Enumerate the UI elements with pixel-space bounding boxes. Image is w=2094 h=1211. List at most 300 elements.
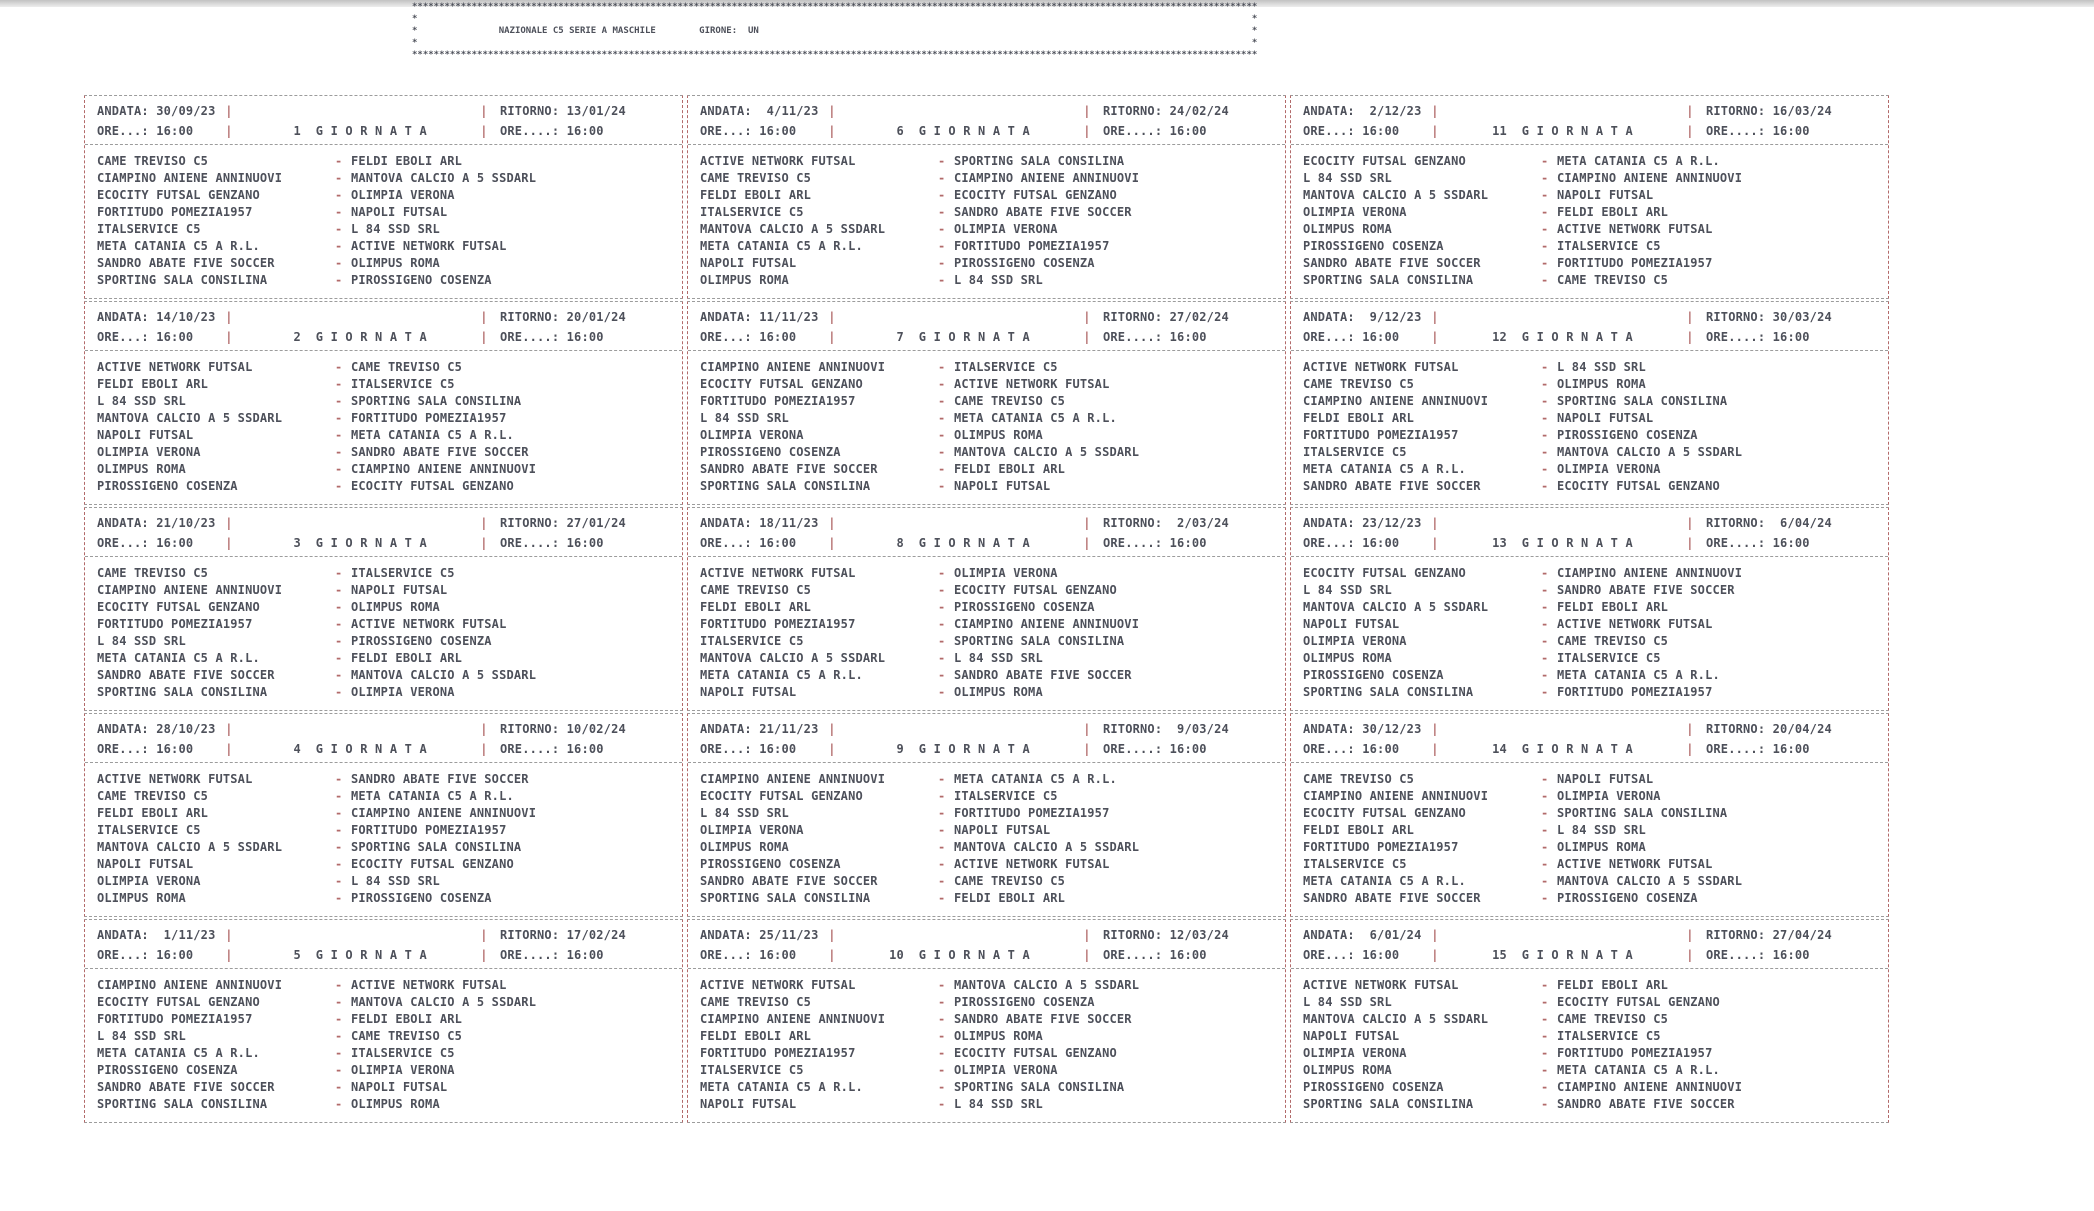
match-dash-separator: - — [938, 188, 946, 202]
match-dash-separator: - — [335, 479, 343, 493]
round-matches — [85, 145, 682, 297]
round-matches — [688, 557, 1285, 709]
match-row — [97, 393, 670, 410]
away-team: L 84 SSD SRL — [1557, 360, 1646, 374]
match-dash-separator: - — [1541, 1012, 1549, 1026]
round-matches — [85, 351, 682, 503]
match-dash-separator: - — [938, 377, 946, 391]
away-team: CAME TREVISO C5 — [1557, 1012, 1669, 1026]
banner-border-side: * * — [412, 14, 1258, 24]
pipe-separator: | — [1686, 516, 1694, 530]
giornata-label: 2 G I O R N A T A — [286, 330, 427, 344]
match-row — [700, 822, 1273, 839]
home-team: OLIMPIA VERONA — [97, 874, 201, 888]
match-dash-separator: - — [1541, 583, 1549, 597]
away-team: PIROSSIGENO COSENZA — [351, 891, 492, 905]
pipe-separator: | — [1686, 330, 1694, 344]
match-dash-separator: - — [335, 205, 343, 219]
match-dash-separator: - — [335, 360, 343, 374]
away-team: CIAMPINO ANIENE ANNINUOVI — [1557, 1080, 1743, 1094]
match-row — [97, 977, 670, 994]
home-team: L 84 SSD SRL — [700, 806, 789, 820]
home-team: META CATANIA C5 A R.L. — [700, 1080, 863, 1094]
pipe-separator: | — [1686, 742, 1694, 756]
match-row — [97, 153, 670, 170]
away-team: ITALSERVICE C5 — [1557, 1029, 1661, 1043]
match-dash-separator: - — [335, 566, 343, 580]
match-row — [1303, 856, 1876, 873]
match-row — [97, 221, 670, 238]
match-dash-separator: - — [1541, 360, 1549, 374]
match-row — [1303, 565, 1876, 582]
home-team: CAME TREVISO C5 — [97, 566, 209, 580]
match-dash-separator: - — [335, 239, 343, 253]
match-row — [1303, 599, 1876, 616]
match-dash-separator: - — [938, 205, 946, 219]
away-team: ACTIVE NETWORK FUTSAL — [351, 239, 507, 253]
away-team: ECOCITY FUTSAL GENZANO — [1557, 995, 1720, 1009]
round-matches — [1291, 969, 1888, 1121]
round-header-row-times — [1303, 533, 1876, 553]
round-header-row-times — [1303, 739, 1876, 759]
home-team: ITALSERVICE C5 — [700, 634, 804, 648]
match-row — [1303, 238, 1876, 255]
match-dash-separator: - — [335, 634, 343, 648]
match-row — [1303, 667, 1876, 684]
home-team: MANTOVA CALCIO A 5 SSDARL — [1303, 600, 1489, 614]
round-matches — [85, 557, 682, 709]
home-team: ECOCITY FUTSAL GENZANO — [700, 789, 863, 803]
match-dash-separator: - — [335, 1080, 343, 1094]
ritorno-field: RITORNO: 16/03/24 — [1706, 104, 1832, 118]
home-team: CIAMPINO ANIENE ANNINUOVI — [1303, 394, 1489, 408]
round-matches — [85, 969, 682, 1121]
match-dash-separator: - — [938, 600, 946, 614]
round-header-row-times — [700, 739, 1273, 759]
match-row — [700, 667, 1273, 684]
match-dash-separator: - — [938, 273, 946, 287]
round-matches — [1291, 351, 1888, 503]
header-middle-spacer — [836, 925, 1083, 945]
match-row — [97, 667, 670, 684]
andata-field: ANDATA: 2/12/23 — [1303, 104, 1422, 118]
match-dash-separator: - — [335, 651, 343, 665]
match-row — [97, 839, 670, 856]
match-dash-separator: - — [938, 566, 946, 580]
match-row — [700, 410, 1273, 427]
pipe-separator: | — [1083, 124, 1091, 138]
pipe-separator: | — [1083, 742, 1091, 756]
match-row — [1303, 650, 1876, 667]
away-team: OLIMPUS ROMA — [954, 428, 1043, 442]
pipe-separator: | — [480, 928, 488, 942]
home-team: ECOCITY FUTSAL GENZANO — [1303, 154, 1466, 168]
round-header — [688, 96, 1285, 145]
away-team: L 84 SSD SRL — [351, 874, 440, 888]
round-header-row-dates — [700, 719, 1273, 739]
home-team: MANTOVA CALCIO A 5 SSDARL — [700, 651, 886, 665]
match-row — [700, 1062, 1273, 1079]
away-team: FORTITUDO POMEZIA1957 — [1557, 685, 1713, 699]
andata-field: ANDATA: 18/11/23 — [700, 516, 819, 530]
pipe-separator: | — [480, 516, 488, 530]
away-team: CIAMPINO ANIENE ANNINUOVI — [1557, 171, 1743, 185]
header-middle-spacer — [1439, 307, 1686, 327]
pipe-separator: | — [1686, 928, 1694, 942]
match-row — [700, 187, 1273, 204]
home-team: PIROSSIGENO COSENZA — [1303, 668, 1444, 682]
match-dash-separator: - — [938, 668, 946, 682]
match-row — [700, 890, 1273, 907]
round-matches — [1291, 763, 1888, 915]
match-dash-separator: - — [335, 874, 343, 888]
match-dash-separator: - — [938, 154, 946, 168]
match-dash-separator: - — [335, 583, 343, 597]
pipe-separator: | — [1083, 330, 1091, 344]
match-row — [1303, 890, 1876, 907]
away-team: MANTOVA CALCIO A 5 SSDARL — [1557, 874, 1743, 888]
match-row — [700, 994, 1273, 1011]
away-team: PIROSSIGENO COSENZA — [351, 273, 492, 287]
ore-ritorno-field: ORE....: 16:00 — [1706, 124, 1810, 138]
home-team: PIROSSIGENO COSENZA — [700, 857, 841, 871]
match-row — [700, 170, 1273, 187]
match-row — [700, 805, 1273, 822]
match-row — [97, 1011, 670, 1028]
match-row — [1303, 461, 1876, 478]
away-team: NAPOLI FUTSAL — [1557, 411, 1654, 425]
round-block — [687, 713, 1286, 917]
pipe-separator: | — [1431, 330, 1439, 344]
round-header-row-dates — [1303, 307, 1876, 327]
giornata-label: 3 G I O R N A T A — [286, 536, 427, 550]
match-dash-separator: - — [1541, 411, 1549, 425]
giornata-label: 1 G I O R N A T A — [286, 124, 427, 138]
ritorno-field: RITORNO: 20/01/24 — [500, 310, 626, 324]
pipe-separator: | — [225, 310, 233, 324]
home-team: MANTOVA CALCIO A 5 SSDARL — [97, 840, 283, 854]
header-middle-spacer — [233, 101, 480, 121]
ritorno-field: RITORNO: 27/02/24 — [1103, 310, 1229, 324]
home-team: SANDRO ABATE FIVE SOCCER — [700, 462, 878, 476]
match-dash-separator: - — [335, 600, 343, 614]
match-row — [97, 805, 670, 822]
home-team: PIROSSIGENO COSENZA — [1303, 1080, 1444, 1094]
home-team: OLIMPUS ROMA — [1303, 651, 1392, 665]
away-team: META CATANIA C5 A R.L. — [1557, 1063, 1720, 1077]
match-row — [97, 204, 670, 221]
match-row — [1303, 839, 1876, 856]
away-team: PIROSSIGENO COSENZA — [954, 995, 1095, 1009]
home-team: META CATANIA C5 A R.L. — [700, 239, 863, 253]
ore-andata-field: ORE...: 16:00 — [97, 330, 194, 344]
match-row — [1303, 1079, 1876, 1096]
home-team: ITALSERVICE C5 — [700, 1063, 804, 1077]
match-row — [700, 565, 1273, 582]
match-row — [97, 684, 670, 701]
pipe-separator: | — [225, 722, 233, 736]
match-dash-separator: - — [938, 1080, 946, 1094]
away-team: MANTOVA CALCIO A 5 SSDARL — [954, 978, 1140, 992]
round-header-row-times — [97, 945, 670, 965]
match-dash-separator: - — [1541, 995, 1549, 1009]
away-team: FORTITUDO POMEZIA1957 — [351, 411, 507, 425]
ritorno-field: RITORNO: 24/02/24 — [1103, 104, 1229, 118]
round-header-row-times — [97, 121, 670, 141]
match-row — [700, 977, 1273, 994]
home-team: ITALSERVICE C5 — [700, 205, 804, 219]
match-dash-separator: - — [335, 1097, 343, 1111]
round-block — [687, 301, 1286, 505]
match-row — [700, 1011, 1273, 1028]
pipe-separator: | — [1431, 928, 1439, 942]
pipe-separator: | — [828, 124, 836, 138]
pipe-separator: | — [828, 310, 836, 324]
match-dash-separator: - — [1541, 566, 1549, 580]
away-team: PIROSSIGENO COSENZA — [351, 634, 492, 648]
away-team: MANTOVA CALCIO A 5 SSDARL — [954, 840, 1140, 854]
home-team: SANDRO ABATE FIVE SOCCER — [97, 256, 275, 270]
away-team: OLIMPUS ROMA — [351, 256, 440, 270]
round-header-row-dates — [1303, 101, 1876, 121]
match-row — [700, 582, 1273, 599]
giornata-label: 4 G I O R N A T A — [286, 742, 427, 756]
match-row — [97, 771, 670, 788]
home-team: FORTITUDO POMEZIA1957 — [700, 617, 856, 631]
pipe-separator: | — [480, 104, 488, 118]
away-team: ACTIVE NETWORK FUTSAL — [1557, 857, 1713, 871]
away-team: L 84 SSD SRL — [954, 273, 1043, 287]
home-team: ECOCITY FUTSAL GENZANO — [1303, 566, 1466, 580]
match-dash-separator: - — [938, 394, 946, 408]
match-row — [97, 376, 670, 393]
away-team: ECOCITY FUTSAL GENZANO — [954, 188, 1117, 202]
match-dash-separator: - — [938, 685, 946, 699]
match-dash-separator: - — [335, 222, 343, 236]
pipe-separator: | — [1686, 722, 1694, 736]
pipe-separator: | — [1083, 948, 1091, 962]
home-team: META CATANIA C5 A R.L. — [97, 651, 260, 665]
away-team: SANDRO ABATE FIVE SOCCER — [351, 772, 529, 786]
ritorno-field: RITORNO: 2/03/24 — [1103, 516, 1229, 530]
away-team: OLIMPIA VERONA — [954, 1063, 1058, 1077]
round-header — [1291, 96, 1888, 145]
round-header — [85, 302, 682, 351]
match-dash-separator: - — [1541, 256, 1549, 270]
match-dash-separator: - — [335, 428, 343, 442]
away-team: SANDRO ABATE FIVE SOCCER — [1557, 1097, 1735, 1111]
round-header-row-dates — [1303, 719, 1876, 739]
away-team: ACTIVE NETWORK FUTSAL — [1557, 617, 1713, 631]
home-team: L 84 SSD SRL — [97, 634, 186, 648]
home-team: L 84 SSD SRL — [1303, 995, 1392, 1009]
home-team: CAME TREVISO C5 — [700, 995, 812, 1009]
match-dash-separator: - — [938, 617, 946, 631]
pipe-separator: | — [1431, 536, 1439, 550]
giornata-label: 13 G I O R N A T A — [1492, 536, 1633, 550]
round-block — [1290, 713, 1889, 917]
match-row — [1303, 873, 1876, 890]
round-header-row-times — [97, 739, 670, 759]
match-dash-separator: - — [335, 772, 343, 786]
home-team: SANDRO ABATE FIVE SOCCER — [700, 874, 878, 888]
match-dash-separator: - — [335, 891, 343, 905]
round-block — [84, 301, 683, 505]
match-row — [97, 650, 670, 667]
home-team: NAPOLI FUTSAL — [97, 857, 194, 871]
away-team: ECOCITY FUTSAL GENZANO — [351, 857, 514, 871]
giornata-label: 12 G I O R N A T A — [1492, 330, 1633, 344]
match-dash-separator: - — [335, 171, 343, 185]
match-row — [1303, 170, 1876, 187]
round-matches — [688, 145, 1285, 297]
home-team: CAME TREVISO C5 — [97, 154, 209, 168]
andata-field: ANDATA: 1/11/23 — [97, 928, 216, 942]
match-dash-separator: - — [335, 978, 343, 992]
ore-ritorno-field: ORE....: 16:00 — [1706, 948, 1810, 962]
round-header-row-dates — [700, 101, 1273, 121]
home-team: SANDRO ABATE FIVE SOCCER — [97, 1080, 275, 1094]
away-team: CIAMPINO ANIENE ANNINUOVI — [351, 462, 537, 476]
home-team: MANTOVA CALCIO A 5 SSDARL — [1303, 188, 1489, 202]
match-row — [700, 633, 1273, 650]
away-team: OLIMPUS ROMA — [1557, 840, 1646, 854]
header-middle-spacer — [1439, 925, 1686, 945]
match-dash-separator: - — [1541, 445, 1549, 459]
away-team: SPORTING SALA CONSILINA — [351, 394, 522, 408]
round-block — [84, 95, 683, 299]
match-dash-separator: - — [335, 857, 343, 871]
home-team: FELDI EBOLI ARL — [97, 806, 209, 820]
pipe-separator: | — [480, 536, 488, 550]
match-dash-separator: - — [335, 668, 343, 682]
match-dash-separator: - — [938, 1063, 946, 1077]
match-dash-separator: - — [1541, 891, 1549, 905]
giornata-label: 15 G I O R N A T A — [1492, 948, 1633, 962]
match-row — [97, 1096, 670, 1113]
home-team: ACTIVE NETWORK FUTSAL — [1303, 978, 1459, 992]
match-dash-separator: - — [335, 188, 343, 202]
home-team: SPORTING SALA CONSILINA — [97, 1097, 268, 1111]
match-dash-separator: - — [335, 995, 343, 1009]
pipe-separator: | — [225, 948, 233, 962]
home-team: NAPOLI FUTSAL — [97, 428, 194, 442]
match-dash-separator: - — [1541, 789, 1549, 803]
home-team: NAPOLI FUTSAL — [700, 1097, 797, 1111]
match-row — [700, 684, 1273, 701]
away-team: ITALSERVICE C5 — [954, 360, 1058, 374]
away-team: L 84 SSD SRL — [351, 222, 440, 236]
away-team: ACTIVE NETWORK FUTSAL — [954, 857, 1110, 871]
ritorno-field: RITORNO: 10/02/24 — [500, 722, 626, 736]
pipe-separator: | — [480, 742, 488, 756]
home-team: NAPOLI FUTSAL — [1303, 1029, 1400, 1043]
match-row — [97, 856, 670, 873]
away-team: FELDI EBOLI ARL — [351, 651, 463, 665]
match-dash-separator: - — [335, 154, 343, 168]
match-dash-separator: - — [1541, 1080, 1549, 1094]
away-team: CAME TREVISO C5 — [351, 1029, 463, 1043]
match-dash-separator: - — [1541, 273, 1549, 287]
away-team: ACTIVE NETWORK FUTSAL — [954, 377, 1110, 391]
match-dash-separator: - — [938, 874, 946, 888]
pipe-separator: | — [480, 722, 488, 736]
round-block — [1290, 507, 1889, 711]
header-middle-spacer — [1439, 101, 1686, 121]
ore-andata-field: ORE...: 16:00 — [97, 948, 194, 962]
match-dash-separator: - — [938, 445, 946, 459]
match-row — [700, 359, 1273, 376]
match-row — [700, 1096, 1273, 1113]
match-dash-separator: - — [1541, 806, 1549, 820]
away-team: CAME TREVISO C5 — [954, 874, 1066, 888]
round-header-row-times — [700, 327, 1273, 347]
match-dash-separator: - — [335, 273, 343, 287]
home-team: OLIMPIA VERONA — [700, 428, 804, 442]
pipe-separator: | — [1686, 310, 1694, 324]
away-team: NAPOLI FUTSAL — [351, 583, 448, 597]
home-team: OLIMPIA VERONA — [1303, 1046, 1407, 1060]
away-team: CAME TREVISO C5 — [954, 394, 1066, 408]
header-middle-spacer — [836, 719, 1083, 739]
home-team: OLIMPUS ROMA — [700, 273, 789, 287]
rounds-grid — [84, 95, 1889, 1123]
home-team: PIROSSIGENO COSENZA — [700, 445, 841, 459]
round-header-row-dates — [1303, 925, 1876, 945]
away-team: SPORTING SALA CONSILINA — [954, 634, 1125, 648]
away-team: ITALSERVICE C5 — [1557, 651, 1661, 665]
match-dash-separator: - — [1541, 428, 1549, 442]
pipe-separator: | — [828, 928, 836, 942]
league-banner — [412, 1, 1257, 61]
andata-field: ANDATA: 25/11/23 — [700, 928, 819, 942]
andata-field: ANDATA: 4/11/23 — [700, 104, 819, 118]
away-team: NAPOLI FUTSAL — [351, 1080, 448, 1094]
ore-ritorno-field: ORE....: 16:00 — [1103, 124, 1207, 138]
home-team: L 84 SSD SRL — [1303, 583, 1392, 597]
match-dash-separator: - — [1541, 617, 1549, 631]
match-row — [700, 376, 1273, 393]
home-team: FELDI EBOLI ARL — [1303, 411, 1415, 425]
match-dash-separator: - — [335, 394, 343, 408]
pipe-separator: | — [480, 948, 488, 962]
ore-andata-field: ORE...: 16:00 — [1303, 742, 1400, 756]
away-team: ITALSERVICE C5 — [351, 377, 455, 391]
home-team: ACTIVE NETWORK FUTSAL — [1303, 360, 1459, 374]
round-block — [687, 919, 1286, 1123]
ore-andata-field: ORE...: 16:00 — [97, 124, 194, 138]
match-row — [700, 771, 1273, 788]
away-team: L 84 SSD SRL — [954, 651, 1043, 665]
banner-title-line: * NAZIONALE C5 SERIE A MASCHILE GIRONE: UN * — [412, 26, 1258, 36]
home-team: CAME TREVISO C5 — [1303, 772, 1415, 786]
away-team: OLIMPUS ROMA — [954, 1029, 1043, 1043]
match-row — [1303, 684, 1876, 701]
home-team: FORTITUDO POMEZIA1957 — [1303, 428, 1459, 442]
away-team: SANDRO ABATE FIVE SOCCER — [954, 205, 1132, 219]
pipe-separator: | — [225, 330, 233, 344]
ore-andata-field: ORE...: 16:00 — [700, 124, 797, 138]
pipe-separator: | — [1083, 536, 1091, 550]
banner-border-top: ************************************************************************************************************************************************************ — [412, 2, 1258, 12]
round-block — [687, 507, 1286, 711]
away-team: OLIMPIA VERONA — [351, 685, 455, 699]
home-team: FELDI EBOLI ARL — [1303, 823, 1415, 837]
match-dash-separator: - — [1541, 239, 1549, 253]
away-team: SPORTING SALA CONSILINA — [954, 154, 1125, 168]
round-header — [1291, 920, 1888, 969]
match-row — [97, 255, 670, 272]
